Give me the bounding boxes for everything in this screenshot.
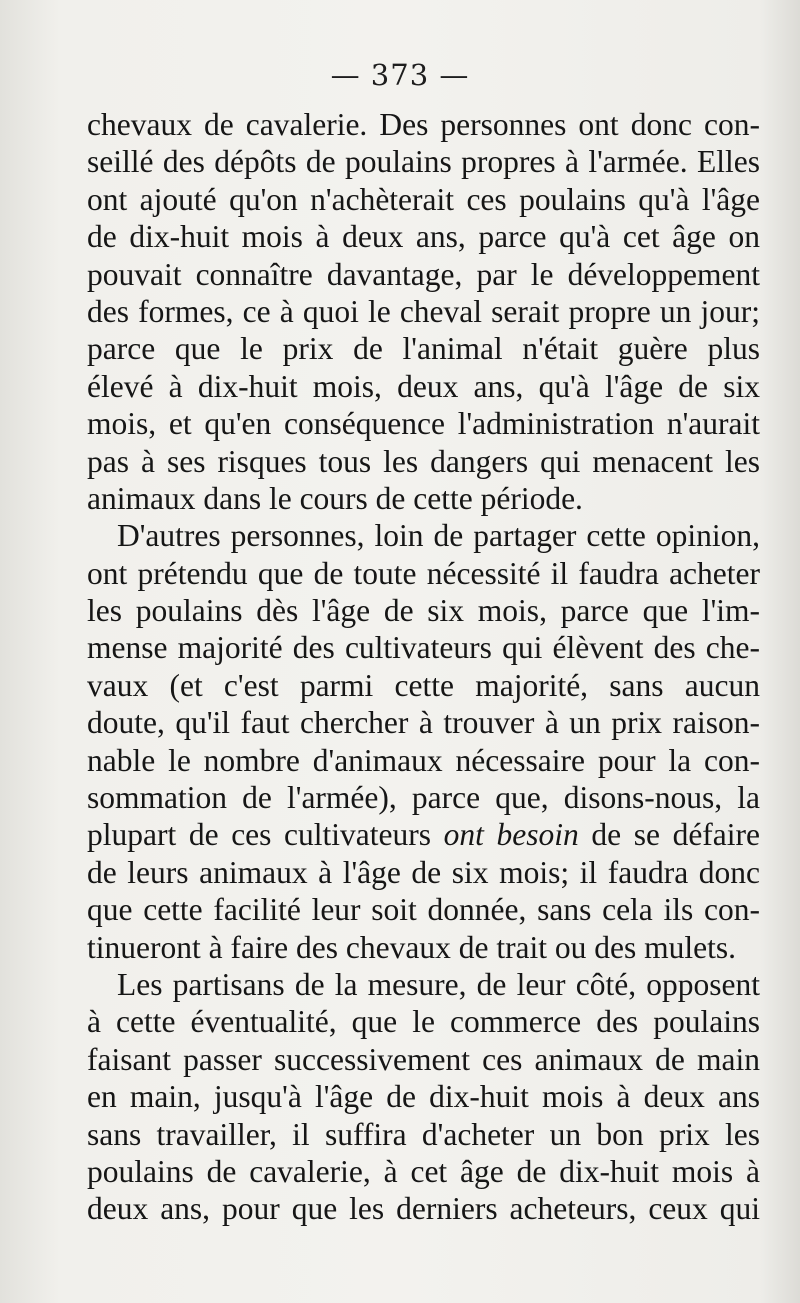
text-line: sans travailler, il suffira d'acheter un bon prix les (87, 1116, 760, 1152)
text-line: à cette éventualité, que le commerce des poulains (87, 1004, 760, 1040)
text-line: mense majorité des cultivateurs qui élèvent des che- (87, 630, 760, 666)
text-line: les poulains dès l'âge de six mois, parce que l'im- (87, 593, 760, 629)
text-fragment: de se défaire (578, 817, 760, 853)
text-line: chevaux de cavalerie. Des personnes ont donc con- (87, 107, 760, 142)
text-line (87, 816, 760, 853)
text-line: D'autres personnes, loin de partager cette opinion, (117, 518, 760, 554)
body-text (87, 106, 760, 1228)
text-line: nable le nombre d'animaux nécessaire pour la con- (87, 742, 760, 778)
text-line: Les partisans de la mesure, de leur côté, opposent (117, 966, 760, 1002)
text-line: tinueront à faire des chevaux de trait ou des mulets. (87, 929, 737, 965)
text-line: animaux dans le cours de cette période. (87, 480, 583, 516)
text-line: mois, et qu'en conséquence l'administration n'aurait (87, 406, 760, 442)
text-line: deux ans, pour que les derniers acheteurs, ceux qui (87, 1191, 760, 1227)
text-line: de leurs animaux à l'âge de six mois; il faudra donc (87, 854, 760, 890)
text-line: des formes, ce à quoi le cheval serait propre un jour; (87, 293, 760, 329)
text-line: élevé à dix-huit mois, deux ans, qu'à l'âge de six (87, 368, 760, 404)
text-fragment: plupart de ces cultivateurs (87, 817, 444, 853)
text-line: pouvait connaître davantage, par le développement (87, 256, 760, 292)
text-line: ont ajouté qu'on n'achèterait ces poulains qu'à l'âge (87, 181, 760, 217)
page-number: — 373 — (330, 58, 470, 92)
text-line: sommation de l'armée), parce que, disons-nous, la (87, 780, 760, 816)
text-line: en main, jusqu'à l'âge de dix-huit mois à deux ans (87, 1079, 760, 1115)
text-line: parce que le prix de l'animal n'était guère plus (87, 331, 760, 367)
text-line: de dix-huit mois à deux ans, parce qu'à cet âge on (87, 219, 760, 255)
text-line: que cette facilité leur soit donnée, sans cela ils con- (87, 892, 760, 928)
text-line: vaux (et c'est parmi cette majorité, sans aucun (87, 667, 760, 703)
italic-emphasis: ont besoin (443, 817, 579, 853)
text-line: doute, qu'il faut chercher à trouver à un prix raison- (87, 705, 760, 741)
text-line: pas à ses risques tous les dangers qui menacent les (87, 443, 760, 479)
text-line: faisant passer successivement ces animaux de main (87, 1041, 760, 1077)
text-line: ont prétendu que de toute nécessité il faudra acheter (87, 555, 760, 591)
text-line: poulains de cavalerie, à cet âge de dix-huit mois à (87, 1153, 760, 1189)
text-line: seillé des dépôts de poulains propres à l'armée. Elles (87, 144, 760, 180)
